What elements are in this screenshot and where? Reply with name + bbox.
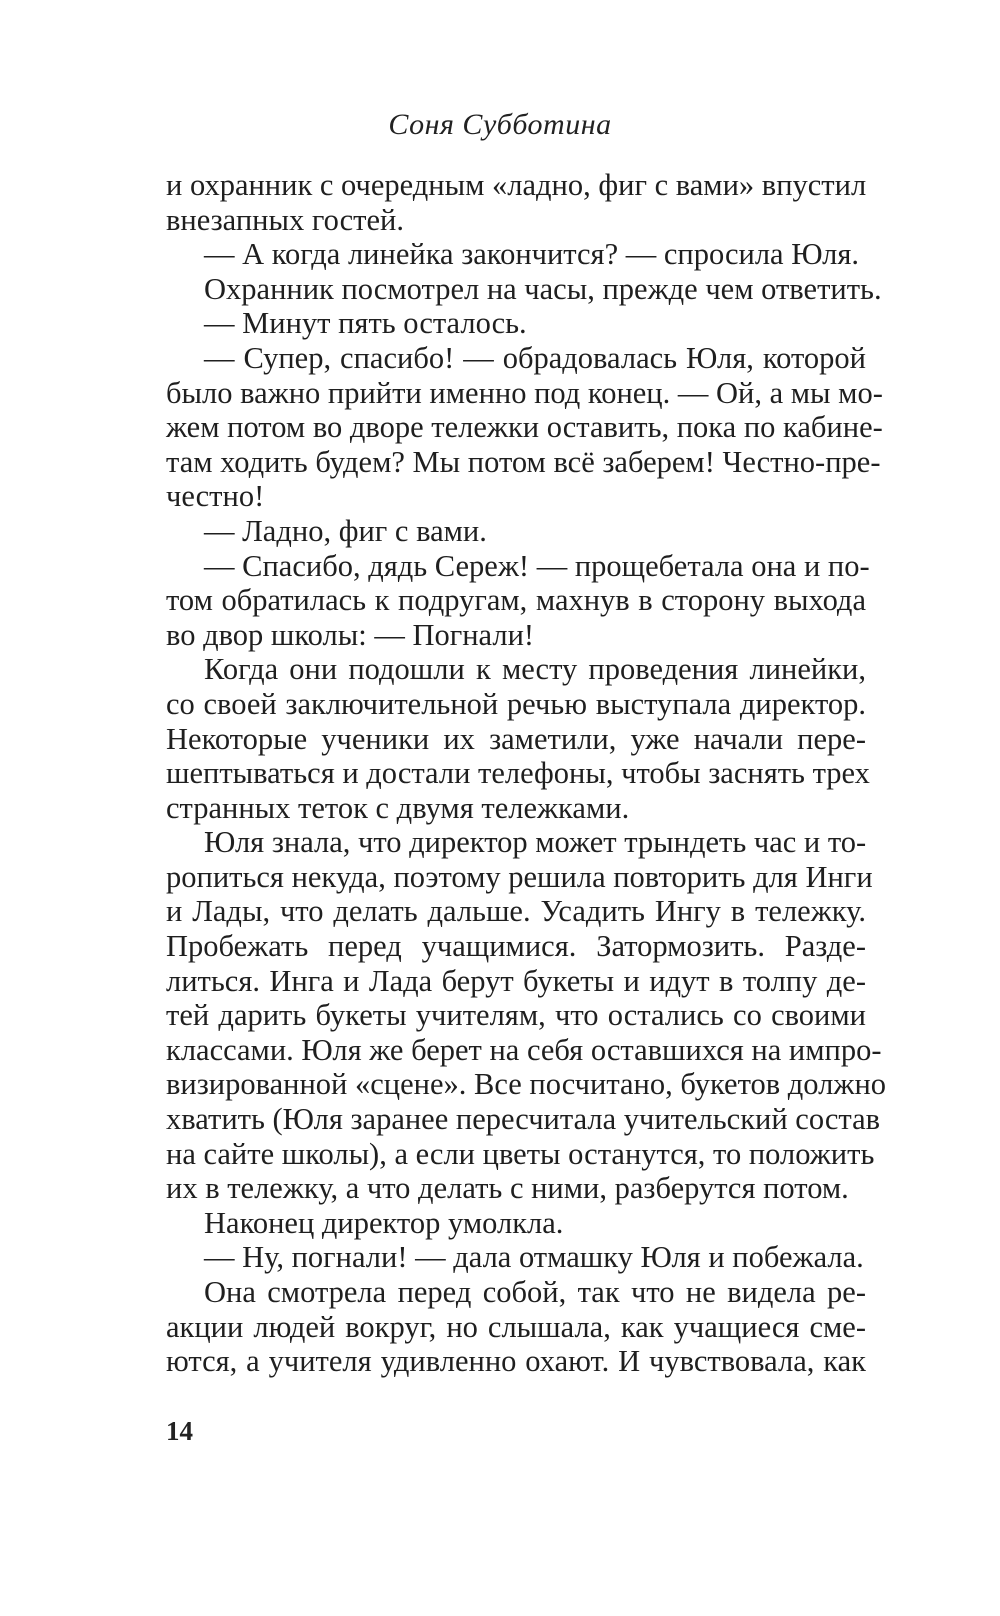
page-number: 14 [166,1416,193,1446]
body-text [166,168,887,1379]
text-line: Наконец директор умолкла. [204,1205,564,1240]
text-line: Некоторые ученики их заметили, уже начали пере- [166,721,866,756]
text-line: визированной «сцене». Все посчитано, букетов должно [166,1067,887,1102]
text-line: хватить (Юля заранее пересчитала учительский состав [166,1102,881,1137]
text-line: том обратилась к подругам, махнув в сторону выхода [166,583,866,618]
text-line: ропиться некуда, поэтому решила повторить для Инги [166,859,873,894]
text-line: — Супер, спасибо! — обрадовалась Юля, которой [204,340,866,375]
text-line: там ходить будем? Мы потом всё заберем! Честно-пре- [166,444,881,479]
text-line: со своей заключительной речью выступала директор. [166,686,866,721]
text-line: внезапных гостей. [166,202,404,237]
text-line: классами. Юля же берет на себя оставшихся на импро- [166,1032,882,1067]
text-line: жем потом во дворе тележки оставить, пока по кабине- [166,410,883,445]
text-line: шептываться и достали телефоны, чтобы заснять трех [166,756,870,791]
text-line: и Лады, что делать дальше. Усадить Ингу в тележку. [166,894,866,929]
text-line: на сайте школы), а если цветы останутся, то положить [166,1136,875,1171]
text-line: и охранник с очередным «ладно, фиг с вами» впустил [166,168,867,202]
text-line: странных теток с двумя тележками. [166,790,630,825]
text-line: — А когда линейка закончится? — спросила Юля. [204,237,860,272]
text-line: литься. Инга и Лада берут букеты и идут в толпу де- [166,963,866,998]
text-line: Охранник посмотрел на часы, прежде чем ответить. [204,271,882,306]
text-line: — Ну, погнали! — дала отмашку Юля и побежала. [204,1240,864,1275]
text-line: Она смотрела перед собой, так что не видела ре- [204,1275,866,1309]
text-line: — Ладно, фиг с вами. [204,513,487,548]
text-line: — Минут пять осталось. [204,306,527,341]
text-line: Когда они подошли к месту проведения линейки, [204,652,866,687]
text-line: Пробежать перед учащимися. Затормозить. Разде- [166,929,866,964]
text-line: Юля знала, что директор может трындеть час и то- [204,825,867,860]
text-line: было важно прийти именно под конец. — Ой, а мы мо- [166,375,883,410]
text-line: их в тележку, а что делать с ними, разберутся потом. [166,1171,849,1206]
text-line: тей дарить букеты учителям, что остались со своими [166,998,866,1033]
text-line: честно! [166,479,265,514]
text-line: ются, а учителя удивленно охают. И чувствовала, как [166,1344,866,1379]
text-line: во двор школы: — Погнали! [166,617,535,652]
running-head-author: Соня Субботина [388,108,612,141]
text-line: акции людей вокруг, но слышала, как учащиеся сме- [166,1309,866,1344]
text-line: — Спасибо, дядь Сереж! — прощебетала она и по- [204,548,870,583]
